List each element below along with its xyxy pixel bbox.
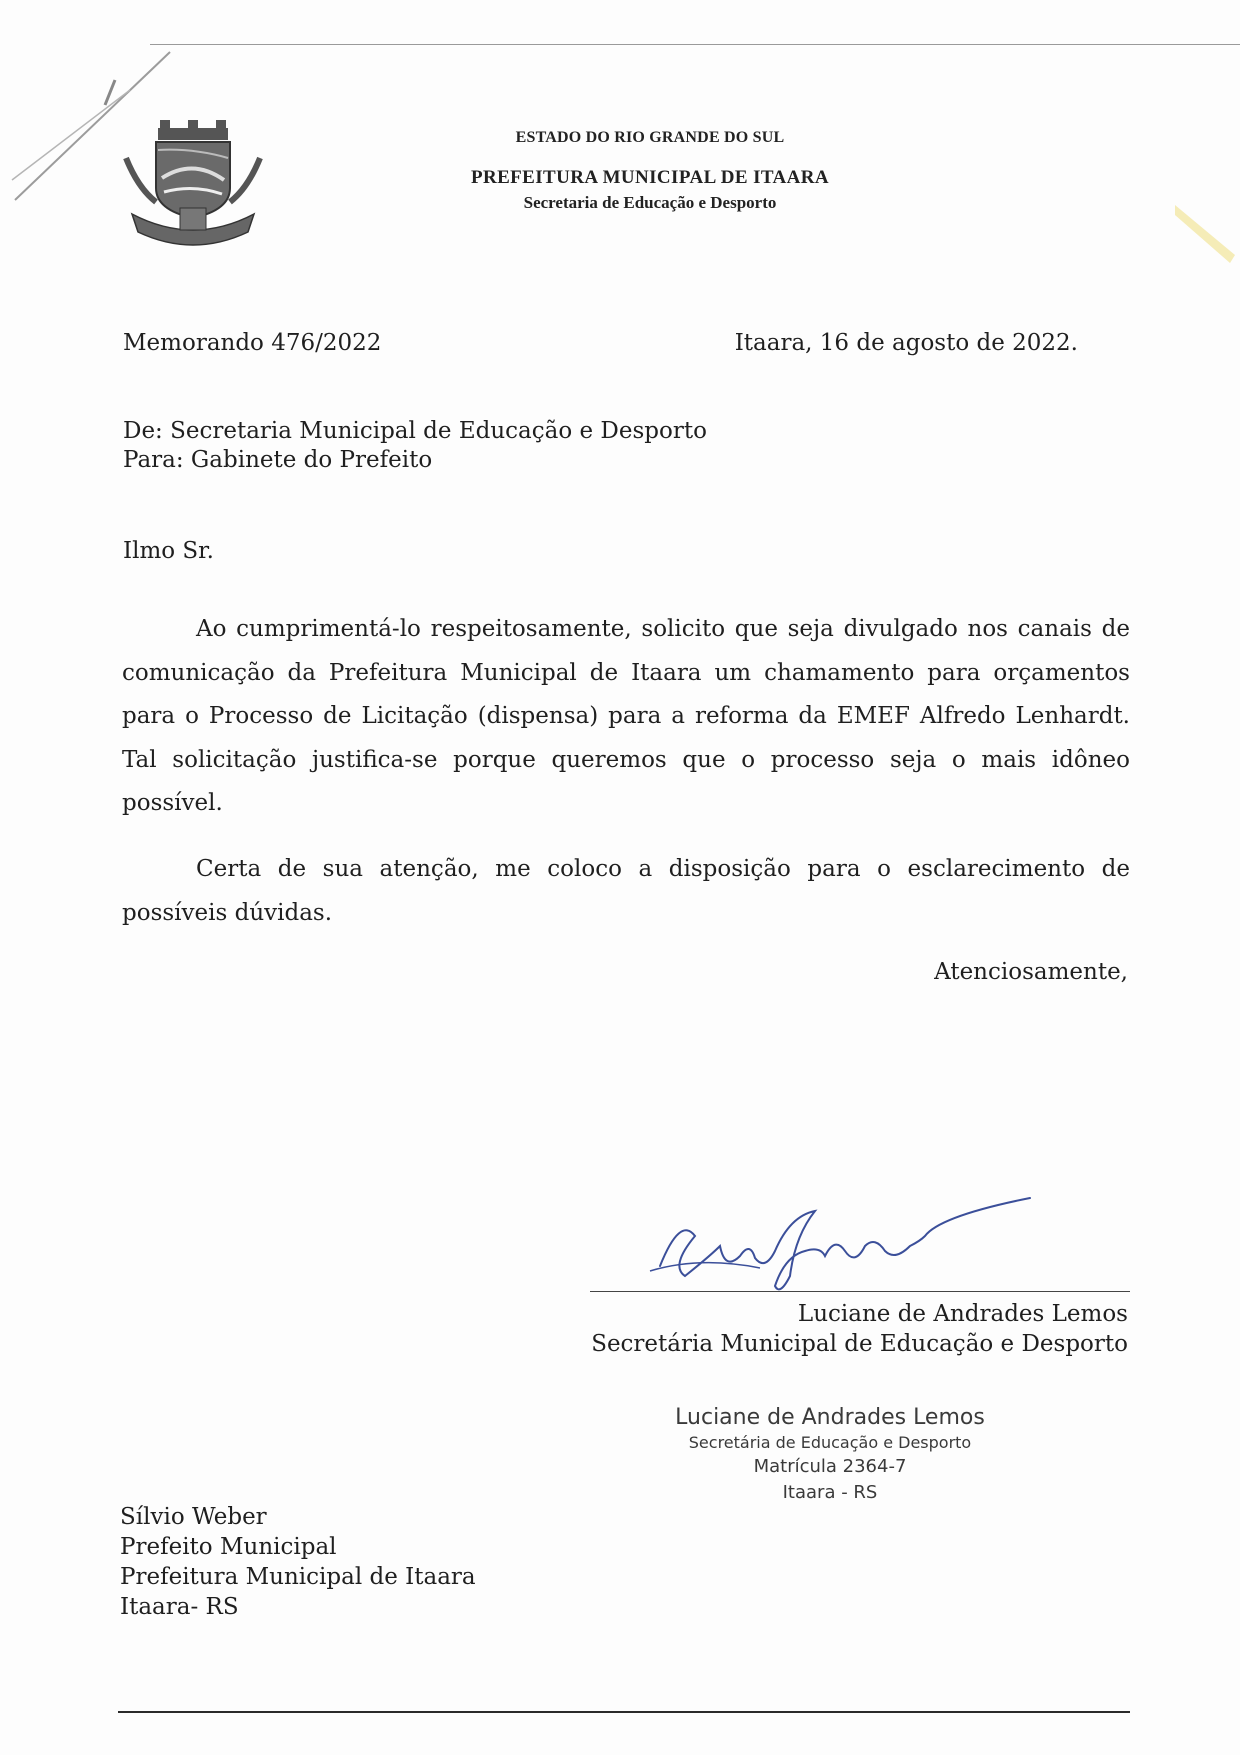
signatory-name: Luciane de Andrades Lemos bbox=[797, 1301, 1128, 1327]
memo-number: Memorando 476/2022 bbox=[123, 330, 382, 356]
stamp-registration: Matrícula 2364-7 bbox=[753, 1456, 907, 1477]
official-stamp bbox=[660, 1404, 1000, 1506]
closing: Atenciosamente, bbox=[934, 959, 1128, 985]
memo-date: Itaara, 16 de agosto de 2022. bbox=[734, 330, 1078, 356]
signature-line bbox=[590, 1291, 1130, 1292]
recipient-name: Sílvio Weber bbox=[120, 1504, 267, 1530]
memo-from: De: Secretaria Municipal de Educação e Desporto bbox=[123, 418, 707, 444]
body-paragraph-2: Certa de sua atenção, me coloco a disposição para o esclarecimento de possíveis dúvidas. bbox=[122, 856, 1130, 926]
municipal-coat-of-arms bbox=[118, 118, 268, 248]
salutation: Ilmo Sr. bbox=[123, 538, 214, 564]
stamp-name: Luciane de Andrades Lemos bbox=[675, 1405, 985, 1430]
header-state: ESTADO DO RIO GRANDE DO SUL bbox=[515, 129, 785, 146]
recipient-block bbox=[120, 1502, 476, 1622]
memo-to: Para: Gabinete do Prefeito bbox=[123, 447, 433, 473]
stamp-role: Secretária de Educação e Desporto bbox=[688, 1433, 972, 1452]
header-secretaria: Secretaria de Educação e Desporto bbox=[523, 193, 777, 212]
handwritten-signature bbox=[640, 1196, 1040, 1296]
recipient-city: Itaara- RS bbox=[120, 1594, 239, 1620]
top-scan-line bbox=[150, 44, 1240, 45]
body-paragraph-1: Ao cumprimentá-lo respeitosamente, solicito que seja divulgado nos canais de comunicação da Prefeitura Municipal de Itaara um chamamento para orçamentos para o Processo de Licitação (dispensa) para a reforma da EMEF Alfredo Lenhardt. Tal solicitação justifica-se porque queremos que o processo seja o mais idôneo possível. bbox=[122, 616, 1130, 816]
signatory-role: Secretária Municipal de Educação e Desporto bbox=[591, 1331, 1128, 1357]
recipient-organization: Prefeitura Municipal de Itaara bbox=[120, 1564, 476, 1590]
stamp-city: Itaara - RS bbox=[782, 1482, 878, 1503]
footer-line bbox=[118, 1711, 1130, 1713]
scan-stain-mark bbox=[1175, 205, 1235, 263]
header-prefeitura: PREFEITURA MUNICIPAL DE ITAARA bbox=[470, 167, 830, 188]
recipient-title: Prefeito Municipal bbox=[120, 1534, 337, 1560]
